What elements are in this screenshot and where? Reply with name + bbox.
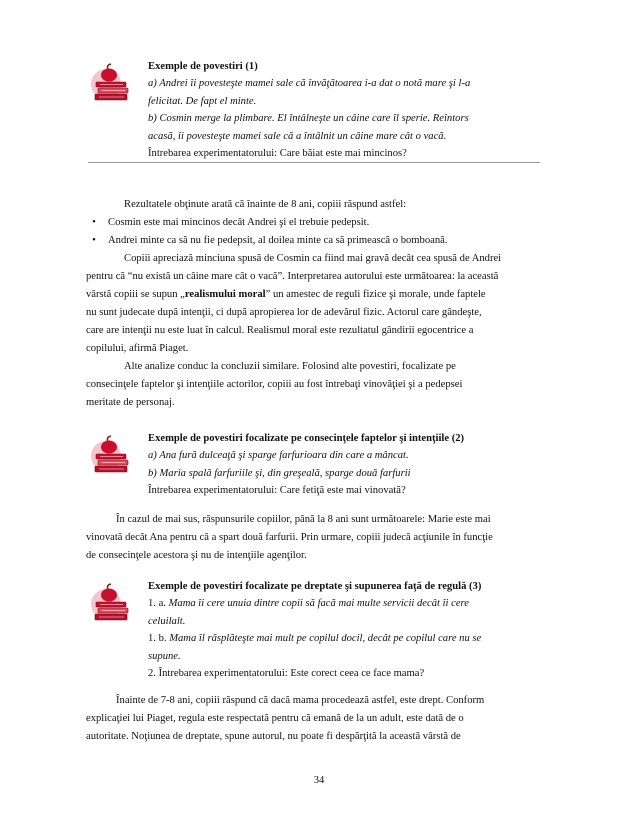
text-line: autoritate. Noţiunea de dreptate, spune autorul, nu poate fi despărţită la această vârstă de <box>86 731 461 742</box>
list-item <box>86 214 548 232</box>
text-line: de consecinţele acestora şi nu de intenţiile agenţilor. <box>86 550 307 561</box>
text-line: care are intenţii nu este luat în calcul. Realismul moral este rezultatul gândirii egocentrice a <box>86 325 474 336</box>
box3-item-1a-text: Mama îi cere unuia dintre copii să facă mai multe servicii decât îi cere <box>168 598 469 610</box>
bullet-icon: • <box>92 217 96 228</box>
paragraph-before-7-8 <box>86 692 548 746</box>
text-line: În cazul de mai sus, răspunsurile copiilor, până la 8 ani sunt următoarele: Marie este mai <box>116 514 491 525</box>
example-box-1 <box>90 58 540 170</box>
box1-story-a-line2: felicitat. De fapt el minte. <box>148 95 257 107</box>
box1-divider <box>88 162 540 163</box>
box1-story-b-line1: b) Cosmin merge la plimbare. El întâlneşte un câine care îl sperie. Reîntors <box>148 113 469 125</box>
box3-question: 2. Întrebarea experimentatorului: Este corect ceea ce face mama? <box>148 668 425 680</box>
text-line: explicaţiei lui Piaget, regula este respectată pentru că emană de la un adult, este dată de o <box>86 713 464 724</box>
text-line: consecinţele faptelor şi intenţiile actorilor, copiii au fost întrebaţi vinovăţiei şi a pedepsei <box>86 379 463 390</box>
list-item-text: Andrei minte ca să nu fie pedepsit, al doilea minte ca să primească o bomboană. <box>108 235 448 246</box>
text-line: ” un amestec de reguli fizice şi morale, unde faptele <box>265 289 486 300</box>
text-line: Copiii apreciază minciuna spusă de Cosmin ca fiind mai gravă decât cea spusă de Andrei <box>124 253 502 264</box>
box2-title: Exemple de povestiri focalizate pe consecinţele faptelor şi intenţiile (2) <box>148 433 465 444</box>
box3-item-1b-text: Mama îl răsplăteşte mai mult pe copilul docil, decât pe copilul care nu se <box>169 633 482 645</box>
box3-item-1a-label: 1. a. <box>148 598 169 610</box>
paragraph-other-analyses <box>86 358 548 412</box>
paragraph-results-text: Rezultatele obţinute arată că înainte de 8 ani, copiii răspund astfel: <box>124 199 407 210</box>
books-and-apple-icon <box>90 434 134 478</box>
box1-story-a-line1: a) Andrei îi povesteşte mamei sale că învăţătoarea i-a dat o notă mare şi l-a <box>148 78 471 90</box>
list-item-text: Cosmin este mai mincinos decât Andrei şi el trebuie pedepsit. <box>108 217 370 228</box>
list-item <box>86 232 548 250</box>
example-box-2 <box>90 430 540 504</box>
box2-story-b: b) Maria spală farfuriile şi, din greşeală, sparge două farfurii <box>148 467 411 479</box>
paragraph-case-above <box>86 511 548 565</box>
box3-item-1b-label: 1. b. <box>148 633 170 645</box>
box2-question: Întrebarea experimentatorului: Care fetiţă este mai vinovată? <box>148 485 406 497</box>
box3-item-1a-text-cont: celuilalt. <box>148 615 186 627</box>
text-line: vinovată decât Ana pentru că a spart două farfurii. Prin urmare, copiii judecă acţiunile în funcţie <box>86 532 493 543</box>
text-line: copilului, afirmă Piaget. <box>86 343 189 354</box>
box3-item-1b-text-cont: supune. <box>148 650 181 662</box>
paragraph-results <box>86 196 548 214</box>
text-line: meritate de personaj. <box>86 397 175 408</box>
emphasis-term: realismului moral <box>184 289 266 300</box>
paragraph-moral-realism <box>86 250 548 358</box>
books-and-apple-icon <box>90 582 134 626</box>
bullet-icon: • <box>92 235 96 246</box>
box1-question: Întrebarea experimentatorului: Care băiat este mai mincinos? <box>148 148 407 160</box>
text-line: pentru că “nu există un câine mare cât o vacă”. Interpretarea autorului este următoarea: la această <box>86 271 499 282</box>
text-line: Alte analize conduc la concluzii similare. Folosind alte povestiri, focalizate pe <box>124 361 456 372</box>
text-line: Înainte de 7-8 ani, copiii răspund că dacă mama procedează astfel, este drept. Conform <box>116 695 485 706</box>
books-and-apple-icon <box>90 62 134 106</box>
text-line: nu sunt judecate după intenţii, ci după apropierea lor de adevărul fizic. Actorul care gândeşte, <box>86 307 482 318</box>
box1-title: Exemple de povestiri (1) <box>148 61 258 72</box>
box1-story-b-line2: acasă, îi povesteşte mamei sale că a întâlnit un câine mare cât o vacă. <box>148 130 447 142</box>
text-line: vârstă copiii se supun „ <box>86 289 185 300</box>
page-number: 34 <box>313 775 325 786</box>
box3-title: Exemple de povestiri focalizate pe dreptate şi supunerea faţă de regulă (3) <box>148 581 482 592</box>
example-box-3 <box>90 578 540 678</box>
box2-story-a: a) Ana fură dulceaţă şi sparge farfurioara din care a mâncat. <box>148 450 409 462</box>
